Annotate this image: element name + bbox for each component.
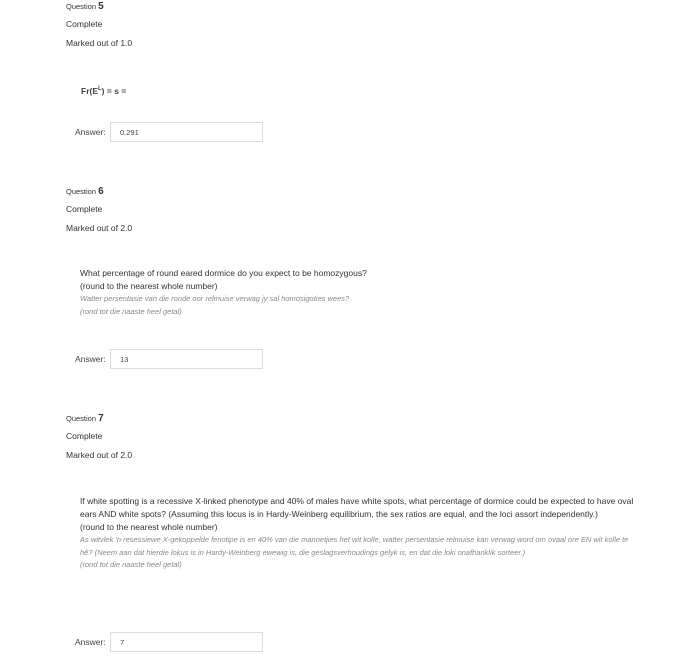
- question-grade: Marked out of 2.0: [66, 223, 133, 233]
- answer-input[interactable]: 13: [110, 349, 263, 369]
- question-6-text: [80, 267, 640, 318]
- question-7-text: [80, 495, 640, 572]
- question-text-en: If white spotting is a recessive X-linked phenotype and 40% of males have white spots, what percentage of dormice could be expected to have oval ears AND white spots? (Assuming this locus is in Hardy-Weinberg equilibrium, the sex ratios are equal, and the loci assort independently.): [80, 496, 634, 519]
- question-grade: Marked out of 2.0: [66, 450, 133, 460]
- question-number: 5: [98, 1, 104, 12]
- question-7-info: [66, 413, 132, 460]
- answer-label: Answer:: [75, 127, 106, 137]
- question-5-info: [66, 1, 132, 48]
- question-label: Question 5: [66, 1, 104, 12]
- question-label: Question 7: [66, 413, 104, 424]
- question-text-en: What percentage of round eared dormice do you expect to be homozygous?: [80, 268, 367, 278]
- answer-label: Answer:: [75, 637, 106, 647]
- answer-input[interactable]: 0.291: [110, 122, 263, 142]
- question-grade: Marked out of 1.0: [66, 38, 133, 48]
- question-6-info: [66, 186, 132, 233]
- question-label: Question 6: [66, 186, 104, 197]
- question-state: Complete: [66, 431, 103, 441]
- answer-label: Answer:: [75, 354, 106, 364]
- question-text-af-rounding: (rond tot die naaste heel getal): [80, 306, 182, 316]
- question-7-answer-row: [75, 631, 263, 653]
- question-state: Complete: [66, 204, 103, 214]
- question-5-answer-row: [75, 121, 263, 143]
- question-number: 7: [98, 413, 104, 424]
- question-text-af-rounding: (rond tot die naaste heel getal): [80, 560, 182, 569]
- answer-input[interactable]: 7: [110, 632, 263, 652]
- question-5-formula: $Fr(E^L) = s$ =: [81, 86, 127, 96]
- question-text-en-rounding: (round to the nearest whole number): [80, 281, 218, 291]
- question-text-af: Watter persentasie van die ronde oor relmuise verwag jy sal homosigoties wees?: [80, 294, 350, 303]
- question-text-af: As witvlek 'n resessiewe X-gekoppelde fenotipe is en 40% van die mannetjies het wit kolle, watter persentasie relmuise kan verwag word om ovaal ore EN wit kolle te hê? (Neem aan dat hierdie lokus is in Hardy-Weinberg ewewig is, die geslagsverhoudings gelyk is, en dat die loki onafhanklik sorteer.): [80, 535, 629, 557]
- question-text-en-rounding: (round to the nearest whole number): [80, 522, 218, 532]
- question-number: 6: [98, 186, 104, 197]
- question-6-answer-row: [75, 348, 263, 370]
- question-state: Complete: [66, 19, 103, 29]
